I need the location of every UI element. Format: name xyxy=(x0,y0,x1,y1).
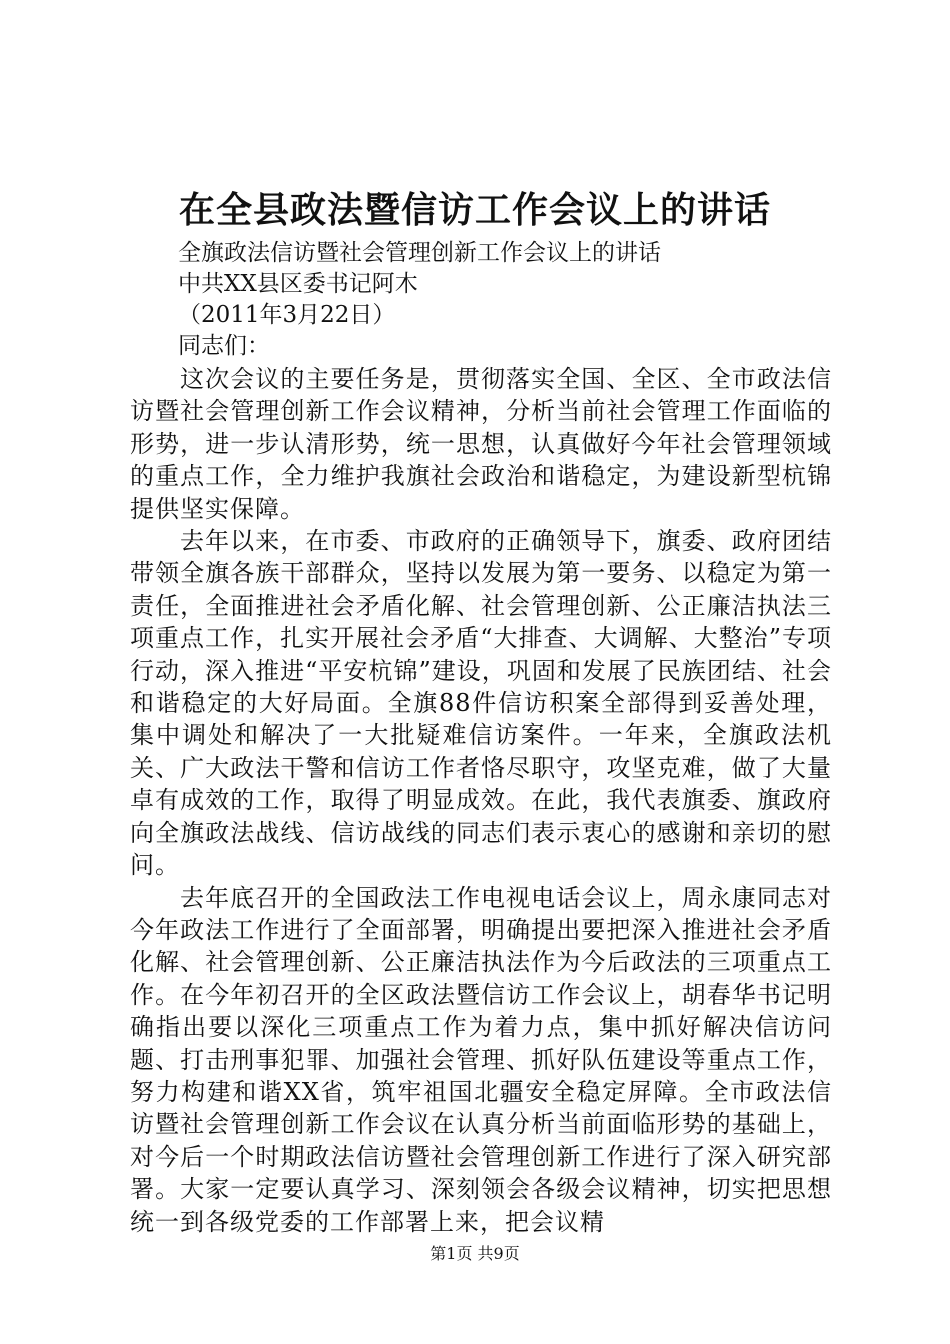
paragraph: 去年底召开的全国政法工作电视电话会议上，周永康同志对今年政法工作进行了全面部署，明确提出要把深入推进社会矛盾化解、社会管理创新、公正廉洁执法作为今后政法的三项重点工作。在今年初召开的全区政法暨信访工作会议上，胡春华书记明确指出要以深化三项重点工作为着力点，集中抓好解决信访问题、打击刑事犯罪、加强社会管理、抓好队伍建设等重点工作，努力构建和谐XX省，筑牢祖国北疆安全稳定屏障。全市政法信访暨社会管理创新工作会议在认真分析当前面临形势的基础上，对今后一个时期政法信访暨社会管理创新工作进行了深入研究部署。大家一定要认真学习、深刻领会各级会议精神，切实把思想统一到各级党委的工作部署上来，把会议精 xyxy=(130,883,832,1236)
document-body xyxy=(130,363,832,1238)
page-footer: 第1页 共9页 xyxy=(430,1244,520,1263)
paragraph: 去年以来，在市委、市政府的正确领导下，旗委、政府团结带领全旗各族干部群众，坚持以发展为第一要务、以稳定为第一责任，全面推进社会矛盾化解、社会管理创新、公正廉洁执法三项重点工作，扎实开展社会矛盾“大排查、大调解、大整治”专项行动，深入推进“平安杭锦”建设，巩固和发展了民族团结、社会和谐稳定的大好局面。全旗88件信访积案全部得到妥善处理，集中调处和解决了一大批疑难信访案件。一年来，全旗政法机关、广大政法干警和信访工作者恪尽职守，攻坚克难，做了大量卓有成效的工作，取得了明显成效。在此，我代表旗委、旗政府向全旗政法战线、信访战线的同志们表示衷心的感谢和亲切的慰问。 xyxy=(130,527,832,880)
salutation: 同志们： xyxy=(178,333,270,359)
date-line: （2011年3月22日） xyxy=(178,302,396,328)
document-meta xyxy=(178,238,858,362)
document-subtitle: 全旗政法信访暨社会管理创新工作会议上的讲话 xyxy=(178,240,661,266)
document-title: 在全县政法暨信访工作会议上的讲话 xyxy=(178,189,771,231)
speaker-line: 中共XX县区委书记阿木 xyxy=(178,271,418,297)
paragraph: 这次会议的主要任务是，贯彻落实全国、全区、全市政法信访暨社会管理创新工作会议精神，分析当前社会管理工作面临的形势，进一步认清形势，统一思想，认真做好今年社会管理领域的重点工作，全力维护我旗社会政治和谐稳定，为建设新型杭锦提供坚实保障。 xyxy=(130,365,832,523)
